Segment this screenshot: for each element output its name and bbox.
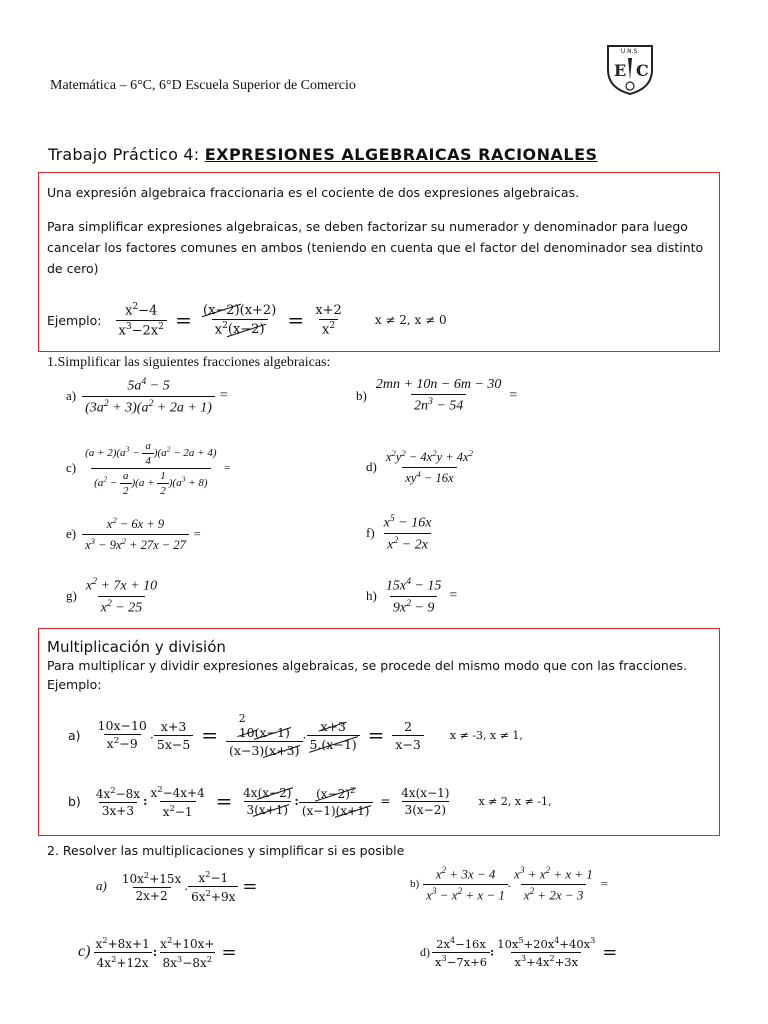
exercise2-c-expression: $\frac{x^2+8x+1}{4x^2+12x}$ : $\frac{x^2+10x+}{8x^3-8x^2}$ = [95, 934, 237, 970]
exercise1-item-g [66, 573, 160, 619]
item-c-expression: $(a + 2)(a^3$ − $\frac{a}{4}$ )$(a^2 - 2a + 4)$ ($a^2$ − $\frac{a}{2}$ )(a + $\frac{1}{2}$ )$(a^3 + 8)$ = [85, 439, 231, 497]
item-label: b) [356, 388, 367, 403]
title-prefix: Trabajo Práctico 4: [48, 145, 205, 164]
item-label: f) [366, 525, 375, 540]
exercise1-item-h [366, 573, 462, 619]
item-label: b) [410, 878, 420, 890]
exercise1-item-a [66, 372, 232, 420]
example-condition: x ≠ 2, x ≠ 0 [374, 313, 447, 327]
item-label: h) [366, 588, 377, 603]
item-label: e) [66, 526, 77, 541]
exercise2-item-b [410, 862, 613, 906]
item-b-expression: $\frac{2mn + 10n - 6m - 30}{2n^3 - 54}$ = [375, 377, 518, 414]
item-label: a) [66, 388, 77, 403]
example-a-condition: x ≠ -3, x ≠ 1, [449, 728, 523, 742]
exercise2-item-a [96, 866, 261, 906]
svg-text:E: E [614, 61, 627, 80]
intro-paragraph-2: Para simplificar expresiones algebraicas, se deben factorizar su numerador y denominador para luego cancelar los factores comunes en ambos (teniendo en cuenta que el factor del denominador sea distinto de cero) [47, 219, 704, 276]
exercise1-item-f [366, 510, 434, 556]
example-a-expression: $\frac{10x-10}{x^2-9}$ . $\frac{x+3}{5x-5}$ = 2 10(x−1) (x−3)(x+3) . $\frac{x+3}{5.(x-1)}$ = $\frac{2}{x-3}$ [95, 712, 424, 758]
exercise2-a-expression: $\frac{10x^2+15x}{2x+2}$ . $\frac{x^2-1}{6x^2+9x}$ = [121, 868, 258, 904]
intro-paragraph-1: Una expresión algebraica fraccionaria es el cociente de dos expresiones algebraicas. [47, 185, 580, 200]
exercise1-item-e [66, 513, 205, 555]
section2-example-label: Ejemplo: [47, 677, 102, 692]
exercise1-item-b [356, 372, 522, 420]
page-title [48, 145, 598, 164]
svg-text:C: C [636, 61, 649, 80]
item-label: a) [96, 878, 107, 893]
item-label: g) [66, 588, 77, 603]
svg-text:U.N.S.: U.N.S. [620, 48, 640, 55]
exercise2-b-expression: $\frac{x^2 + 3x - 4}{x^3 - x^2 + x - 1}$ . $\frac{x^3 + x^2 + x + 1}{x^2 + 2x - 3}$ = [423, 865, 613, 903]
section2-text: Para multiplicar y dividir expresiones algebraicas, se procede del mismo modo que con las fracciones. [47, 658, 688, 673]
exercise1-item-c [66, 437, 235, 499]
exercise2-item-d [420, 930, 621, 974]
exercise1-item-d [366, 445, 476, 489]
item-g-expression: $\frac{x^2 + 7x + 10}{x^2 - 25}$ [85, 575, 158, 616]
example-expression: $\frac{x^2-4}{x^3-2x^2}$ = $\frac{(x-2)(x+2)}{x^2(x-2)}$ = $\frac{x+2}{x^2}$ [116, 302, 345, 338]
item-d-expression: $\frac{x^2y^2 - 4x^2y + 4x^2}{xy^4 - 16x}$ [385, 448, 473, 485]
section2-example-a [68, 705, 523, 765]
item-label: c) [78, 943, 91, 960]
item-label: c) [66, 460, 77, 475]
example-b-expression: $\frac{4x^2-8x}{3x+3}$ : $\frac{x^2-4x+4}{x^2-1}$ = $\frac{4x(x-2)}{3(x+1)}$ : $\frac{(x-2)^2}{(x-1)(x+1)}$ = $\frac{4x(x-1)}{3(x-2)}$ [95, 783, 450, 819]
item-f-expression: $\frac{x^5 - 16x}{x^2 - 2x}$ [383, 512, 432, 553]
intro-example [47, 298, 447, 342]
item-label: d) [366, 459, 377, 474]
exercise1-heading: 1.Simplificar las siguientes fracciones algebraicas: [47, 355, 331, 370]
exercise2-heading: 2. Resolver las multiplicaciones y simplificar si es posible [47, 843, 405, 858]
item-label: d) [420, 944, 430, 959]
example-label: Ejemplo: [47, 312, 102, 328]
school-logo [600, 40, 660, 95]
title-main: EXPRESIONES ALGEBRAICAS RACIONALES [204, 145, 598, 164]
item-e-expression: $\frac{x^2 - 6x + 9}{x^3 - 9x^2 + 27x - 27}$ = [82, 515, 205, 552]
exercise2-item-c [78, 930, 241, 974]
exercise2-d-expression: $\frac{2x^4-16x}{x^3-7x+6}$ : $\frac{10x^5+20x^4+40x^3}{x^3+4x^2+3x}$ = [432, 936, 621, 969]
example-a-label: a) [68, 727, 81, 743]
example-b-label: b) [68, 793, 81, 809]
section2-heading: Multiplicación y división [47, 638, 226, 656]
example-b-condition: x ≠ 2, x ≠ -1, [478, 794, 552, 808]
section2-example-b [68, 778, 551, 824]
course-header: Matemática – 6°C, 6°D Escuela Superior de Comercio [50, 78, 356, 93]
item-h-expression: $\frac{15x^4 - 15}{9x^2 - 9}$ = [385, 575, 458, 616]
item-a-expression: $\frac{5a^4 - 5}{(3a^2 + 3)(a^2 + 2a + 1)}$ = [82, 376, 232, 416]
